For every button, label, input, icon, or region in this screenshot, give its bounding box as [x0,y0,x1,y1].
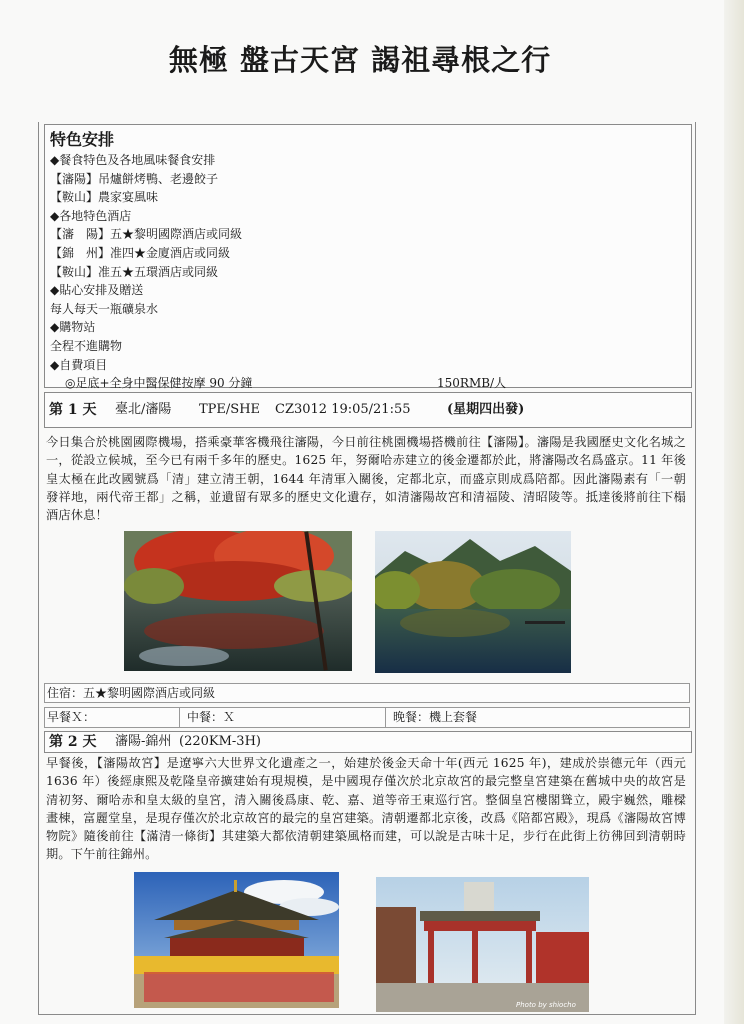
features-line: ◆餐食特色及各地風味餐食安排 [50,153,216,167]
optional-item-row [45,374,691,393]
features-heading: 特色安排 [50,130,115,149]
day1-breakfast: 早餐Ｘ： [47,710,96,724]
day2-label: 第 2 天 [49,734,97,750]
day1-meals-row [44,707,690,728]
features-line: ◆貼心安排及贈送 [50,283,144,298]
day2-distance: (220KM-3H) [179,734,261,749]
day2-route: 瀋陽-錦州 [115,734,172,749]
day1-hotel: 住宿：五★黎明國際酒店或同級 [47,686,216,700]
features-box [44,124,692,391]
qing-street-photo [376,877,589,1012]
features-line: ◆各地特色酒店 [50,208,132,223]
features-line: 【錦 州】准四★金廈酒店或同級 [50,245,231,260]
features-line: ◆自費項目 [50,357,108,372]
optional-item: ◎足底+全身中醫保健按摩 90 分鐘 [65,376,253,391]
features-line: ◆購物站 [50,320,96,335]
day1-description: 今日集合於桃園國際機場，搭乘豪華客機飛往瀋陽，今日前往桃園機場搭機前往【瀋陽】。瀋陽是我國歷史文化名城之一，從設立候城，至今已有兩千多年的歷史。1625 年，努爾哈赤建立的後金遷都於此，將瀋陽改名爲盛京。11 年後皇太極在此改國號爲「清」建立清王朝，1644 年清軍入關後，定都北京，而盛京則成爲陪都。因此瀋陽素有「一朝發祥地，兩代帝王都」之稱，並遺留有眾多的歷史文化遺存，如清瀋陽故宮和清福陵、清昭陵等。抵達後將前往下榻酒店休息！ [46,435,686,523]
autumn-lake-photo [124,531,352,671]
features-line: 【瀋 陽】五★黎明國際酒店或同級 [50,227,243,242]
day1-note: (星期四出發) [447,402,525,417]
day1-flight: CZ3012 19:05/21:55 [275,402,411,417]
day1-label: 第 1 天 [49,402,97,418]
paper-edge [724,0,744,1024]
day1-route: 臺北/瀋陽 [115,402,172,417]
page-title: 無極 盤古天宮 謁祖尋根之行 [168,43,552,77]
features-line: 每人每天一瓶礦泉水 [50,301,159,316]
meal-divider [179,708,180,727]
day1-code: TPE/SHE [199,402,261,417]
features-line: 【鞍山】農家宴風味 [50,190,159,205]
day1-header [44,392,692,428]
shenyang-palace-photo [134,872,339,1008]
meal-divider [385,708,386,727]
mountain-lake-photo [375,531,571,673]
photo-credit: Photo by shiocho [516,1001,576,1009]
features-line: 【瀋陽】吊爐餅烤鴨、老邊餃子 [50,171,219,186]
day1-dinner: 晚餐：機上套餐 [393,710,478,724]
optional-price: 150RMB/人 [437,376,507,391]
day1-hotel-row [44,683,690,703]
features-line: 【鞍山】准五★五環酒店或同級 [50,264,219,279]
day2-header [44,731,692,753]
features-line: 全程不進購物 [50,338,123,353]
day1-lunch: 中餐：Ｘ [187,710,236,724]
day2-description: 早餐後，【瀋陽故宮】是遼寧六大世界文化遺產之一，始建於後金天命十年(西元 1625 年)，建成於崇德元年（西元 1636 年）後經康熙及乾隆皇帝擴建始有現規模，是中國現存僅次於北京故宮的最完整皇宮建築在舊城中央的故宮是清初努、爾哈赤和皇太級的皇宮，清入關後爲康、乾、嘉、道等帝王東巡行宮。整個皇宮樓閣聳立，殿宇巍然，雕樑畫棟，富麗堂皇，是現存僅次於北京故宮的最完的皇宮建築。清朝遷都北京後，改爲《陪都宮殿》，現爲《瀋陽故宮博物院》隨後前往【滿清一條街】其建築大都依清朝建築風格而建，可以說是古味十足，步行在此街上彷彿回到清朝時期。下午前往錦州。 [46,756,686,862]
